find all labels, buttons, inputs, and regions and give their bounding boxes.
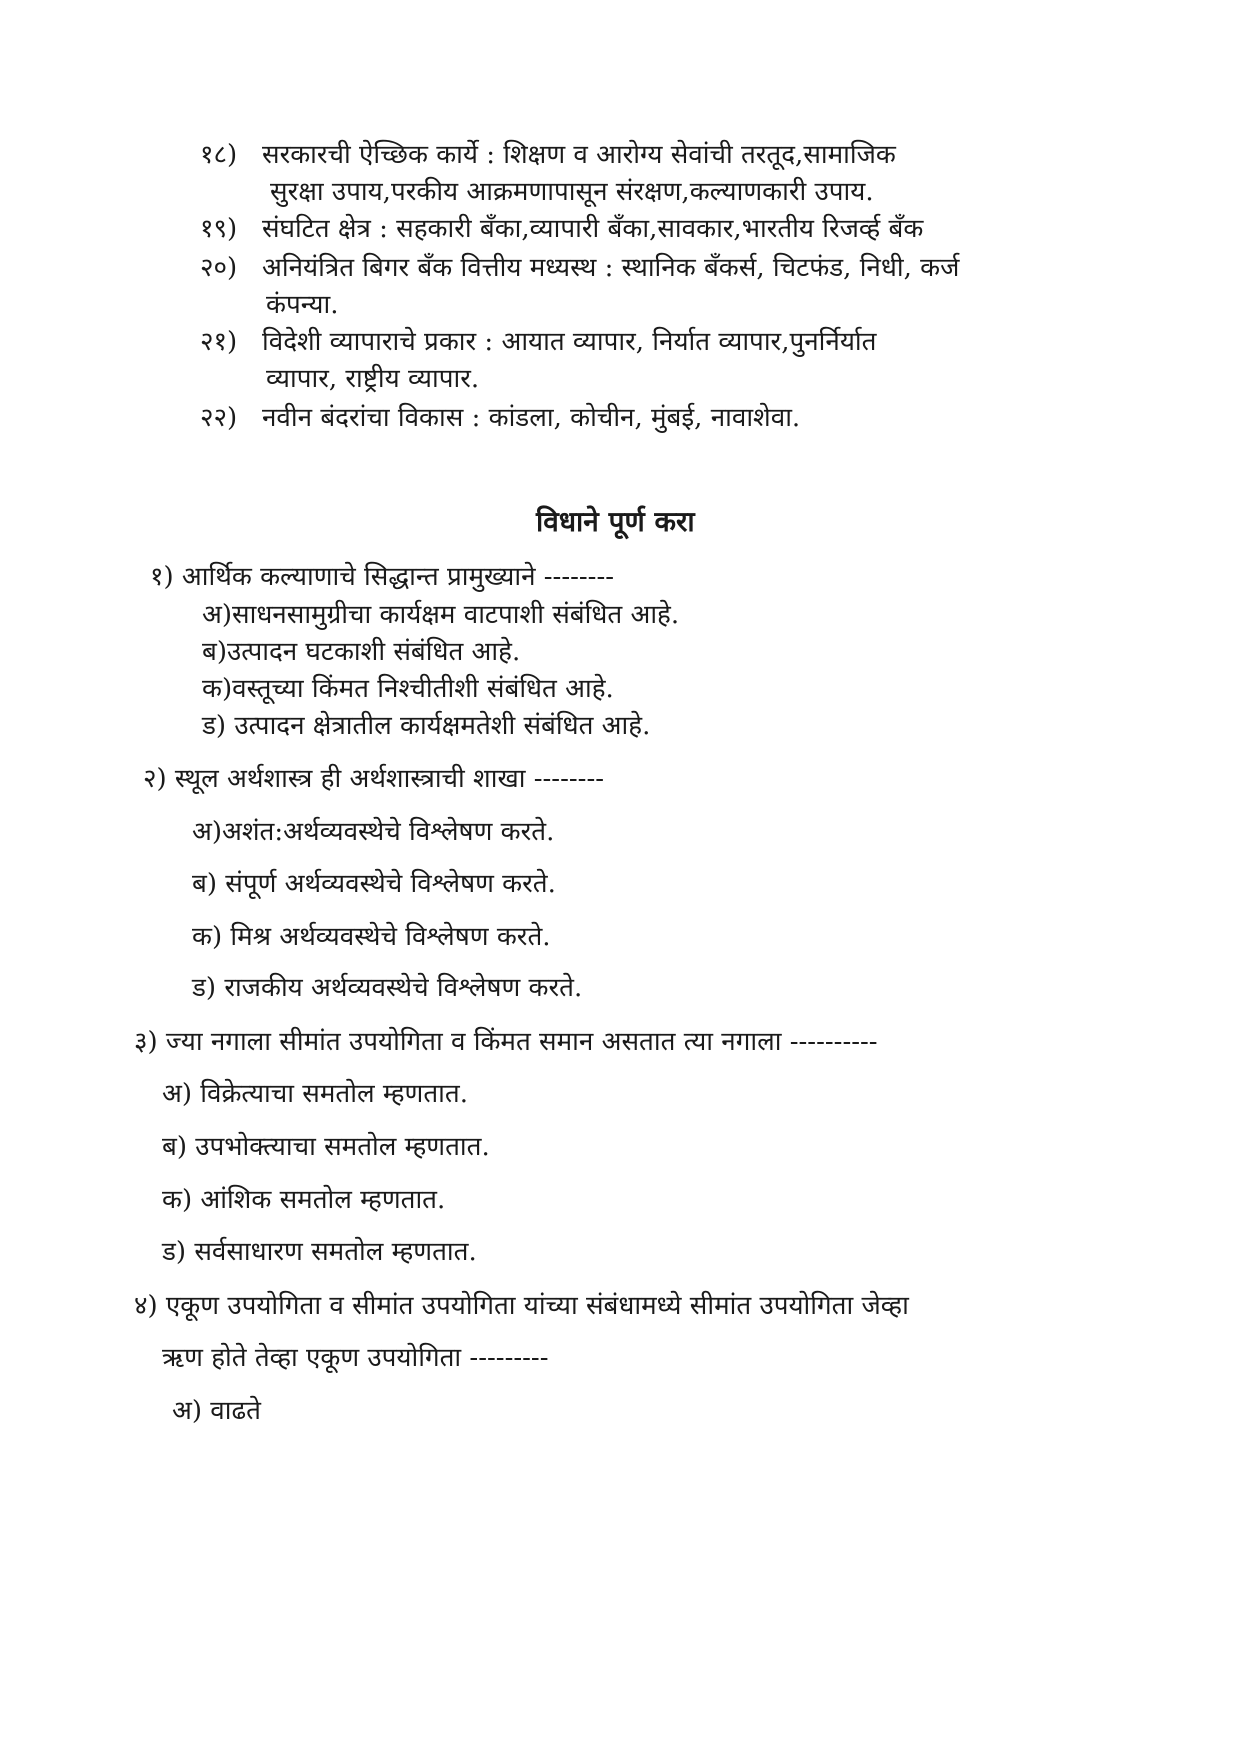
question-option: क)वस्तूच्या किंमत निश्चीतीशी संबंधित आहे. [202,674,614,704]
question-option: क) आंशिक समतोल म्हणतात. [162,1185,446,1215]
question-option: ड) राजकीय अर्थव्यवस्थेचे विश्लेषण करते. [192,973,583,1003]
question-option: ड) सर्वसाधारण समतोल म्हणतात. [162,1237,477,1267]
glossary-number: १८) [200,140,238,170]
question-stem: ४) एकूण उपयोगिता व सीमांत उपयोगिता यांच्या संबंधामध्ये सीमांत उपयोगिता जेव्हा [134,1291,909,1321]
question-stem: १) आर्थिक कल्याणाचे सिद्धान्त प्रामुख्याने -------- [150,562,615,592]
glossary-number: १९) [200,214,238,244]
question-option: अ)साधनसामुग्रीचा कार्यक्षम वाटपाशी संबंधित आहे. [202,600,680,630]
question-option: ड) उत्पादन क्षेत्रातील कार्यक्षमतेशी संबंधित आहे. [202,711,651,741]
section-title: विधाने पूर्ण करा [536,505,695,538]
question-option: अ) विक्रेत्याचा समतोल म्हणतात. [162,1079,468,1109]
glossary-text: सरकारची ऐच्छिक कार्ये : शिक्षण व आरोग्य सेवांची तरतूद,सामाजिक [262,140,896,170]
glossary-text: अनियंत्रित बिगर बँक वित्तीय मध्यस्थ : स्थानिक बँकर्स, चिटफंड, निधी, कर्ज [262,253,960,283]
glossary-number: २२) [200,403,238,433]
question-option: क) मिश्र अर्थव्यवस्थेचे विश्लेषण करते. [192,922,551,952]
question-stem: २) स्थूल अर्थशास्त्र ही अर्थशास्त्राची शाखा -------- [143,764,605,794]
glossary-number: २१) [200,327,238,357]
glossary-text: संघटित क्षेत्र : सहकारी बँका,व्यापारी बँका,सावकार,भारतीय रिजर्व्ह बँक [262,214,924,244]
glossary-text: कंपन्या. [266,290,339,320]
glossary-text: विदेशी व्यापाराचे प्रकार : आयात व्यापार, निर्यात व्यापार,पुनर्निर्यात [262,327,877,357]
glossary-number: २०) [200,253,238,283]
question-stem: ऋण होते तेव्हा एकूण उपयोगिता --------- [162,1343,549,1373]
question-option: ब)उत्पादन घटकाशी संबंधित आहे. [202,637,521,667]
question-option: अ) वाढते [172,1396,261,1426]
question-option: अ)अशंत:अर्थव्यवस्थेचे विश्लेषण करते. [192,817,555,847]
question-option: ब) उपभोक्त्याचा समतोल म्हणतात. [162,1132,490,1162]
glossary-text: नवीन बंदरांचा विकास : कांडला, कोचीन, मुंबई, नावाशेवा. [262,403,801,433]
glossary-text: सुरक्षा उपाय,परकीय आक्रमणापासून संरक्षण,कल्याणकारी उपाय. [270,177,874,207]
question-stem: ३) ज्या नगाला सीमांत उपयोगिता व किंमत समान असतात त्या नगाला ---------- [134,1027,878,1057]
question-option: ब) संपूर्ण अर्थव्यवस्थेचे विश्लेषण करते. [192,869,556,899]
glossary-text: व्यापार, राष्ट्रीय व्यापार. [266,364,480,394]
